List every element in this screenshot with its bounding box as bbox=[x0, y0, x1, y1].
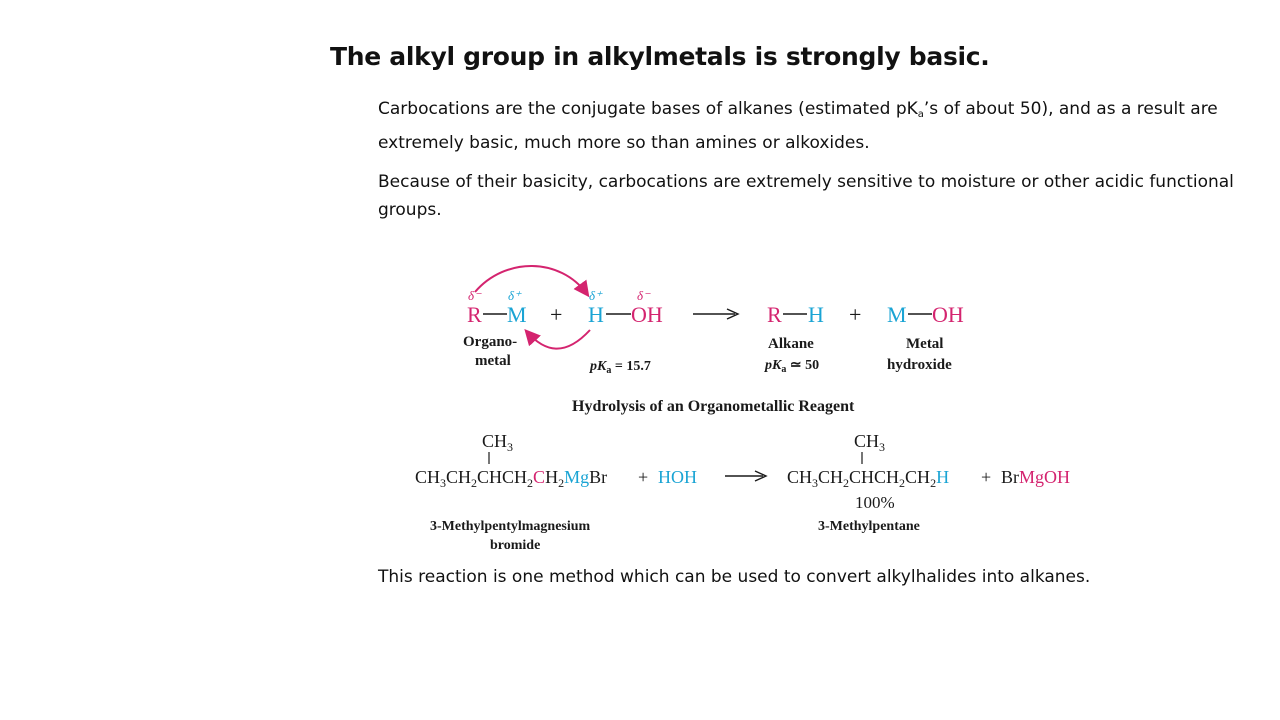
p-chch: CHCH bbox=[849, 467, 900, 487]
plus-sign-2: + bbox=[849, 302, 862, 327]
r-carbon: C bbox=[533, 467, 546, 487]
delta-minus-OH: δ⁻ bbox=[637, 288, 650, 303]
methyl-ch: CH bbox=[482, 431, 508, 451]
methyl-sub: 3 bbox=[507, 440, 514, 454]
reaction-scheme bbox=[405, 262, 1095, 562]
label-pka-alkane bbox=[764, 358, 819, 375]
curved-arrow-top bbox=[475, 266, 587, 294]
reactant-H: H bbox=[588, 302, 604, 327]
p-sub-1: 3 bbox=[812, 476, 819, 490]
paragraph-sensitivity: Because of their basicity, carbocations are extremely sensitive to moisture or other acidic functional groups. bbox=[378, 172, 1234, 220]
plus-sign-3: + bbox=[638, 467, 649, 487]
r-sub-4: 2 bbox=[558, 476, 565, 490]
product-H: H bbox=[808, 302, 824, 327]
r-ch-2: CH bbox=[446, 467, 472, 487]
r-sub-1: 3 bbox=[440, 476, 447, 490]
p-sub-2: 2 bbox=[843, 476, 850, 490]
p1-text-end: ’s of about 50), and as a result are extremely basic, much more so than amines or alkoxides. bbox=[378, 99, 1218, 153]
label-hydroxide: hydroxide bbox=[887, 357, 952, 373]
pka-water-p: pK bbox=[590, 359, 607, 374]
hydrolysis-reaction-figure bbox=[405, 262, 1095, 562]
byproduct-br: Br bbox=[1001, 467, 1019, 487]
curved-arrow-bottom bbox=[527, 330, 590, 349]
paragraph-carbocations-basic bbox=[378, 95, 1258, 157]
p-ch-2: CH bbox=[818, 467, 844, 487]
product-OH: OH bbox=[932, 302, 964, 327]
r-ch-1: CH bbox=[415, 467, 441, 487]
label-organometal-line1: Organo- bbox=[463, 334, 518, 350]
plus-sign-1: + bbox=[550, 302, 563, 327]
label-organometal-line2: metal bbox=[475, 353, 511, 369]
delta-minus-R: δ⁻ bbox=[468, 288, 481, 303]
r-sub-3: 2 bbox=[527, 476, 534, 490]
pka-water-value: = 15.7 bbox=[611, 359, 651, 374]
product-formula bbox=[787, 467, 949, 490]
label-product: 3-Methylpentane bbox=[818, 519, 920, 534]
p-ch-4: CH bbox=[905, 467, 931, 487]
p-methyl-ch: CH bbox=[854, 431, 880, 451]
water-HOH: HOH bbox=[658, 467, 697, 487]
pka-water-sub: a bbox=[606, 365, 612, 376]
yield-label: 100% bbox=[855, 493, 895, 512]
byproduct-formula bbox=[1001, 467, 1070, 487]
p1-text-start: Carbocations are the conjugate bases of alkanes (estimated pK bbox=[378, 99, 918, 119]
label-metal: Metal bbox=[906, 336, 944, 352]
delta-plus-M: δ⁺ bbox=[508, 288, 521, 303]
delta-plus-H: δ⁺ bbox=[589, 288, 602, 303]
p-sub-3: 2 bbox=[899, 476, 906, 490]
r-chch: CHCH bbox=[477, 467, 528, 487]
paragraph-conclusion: This reaction is one method which can be used to convert alkylhalides into alkanes. bbox=[378, 567, 1091, 587]
label-reactant-line2: bromide bbox=[490, 538, 541, 553]
reactant-M: M bbox=[507, 302, 527, 327]
byproduct-mgoh: MgOH bbox=[1019, 467, 1071, 487]
product-M: M bbox=[887, 302, 907, 327]
p1-subscript: a bbox=[917, 109, 924, 120]
reactant-methyl-branch bbox=[482, 431, 513, 454]
label-pka-water bbox=[589, 359, 651, 376]
r-h2: H bbox=[545, 467, 559, 487]
p-ch-1: CH bbox=[787, 467, 813, 487]
p-sub-4: 2 bbox=[930, 476, 937, 490]
label-alkane: Alkane bbox=[768, 336, 814, 352]
product-R: R bbox=[767, 302, 782, 327]
r-mg: Mg bbox=[564, 467, 590, 487]
slide-title: The alkyl group in alkylmetals is strongly basic. bbox=[330, 42, 990, 71]
reactant-OH: OH bbox=[631, 302, 663, 327]
pka-alkane-sub: a bbox=[781, 364, 787, 375]
p-h: H bbox=[936, 467, 950, 487]
reactant-formula bbox=[415, 467, 607, 490]
p-methyl-sub: 3 bbox=[879, 440, 886, 454]
pka-alkane-p: pK bbox=[765, 358, 782, 373]
figure-caption: Hydrolysis of an Organometallic Reagent bbox=[572, 398, 855, 415]
pka-alkane-value: ≃ 50 bbox=[786, 358, 820, 373]
product-methyl-branch bbox=[854, 431, 885, 454]
reactant-R: R bbox=[467, 302, 482, 327]
plus-sign-4: + bbox=[981, 467, 992, 487]
r-br: Br bbox=[589, 467, 608, 487]
r-sub-2: 2 bbox=[471, 476, 478, 490]
label-reactant-line1: 3-Methylpentylmagnesium bbox=[430, 519, 591, 534]
